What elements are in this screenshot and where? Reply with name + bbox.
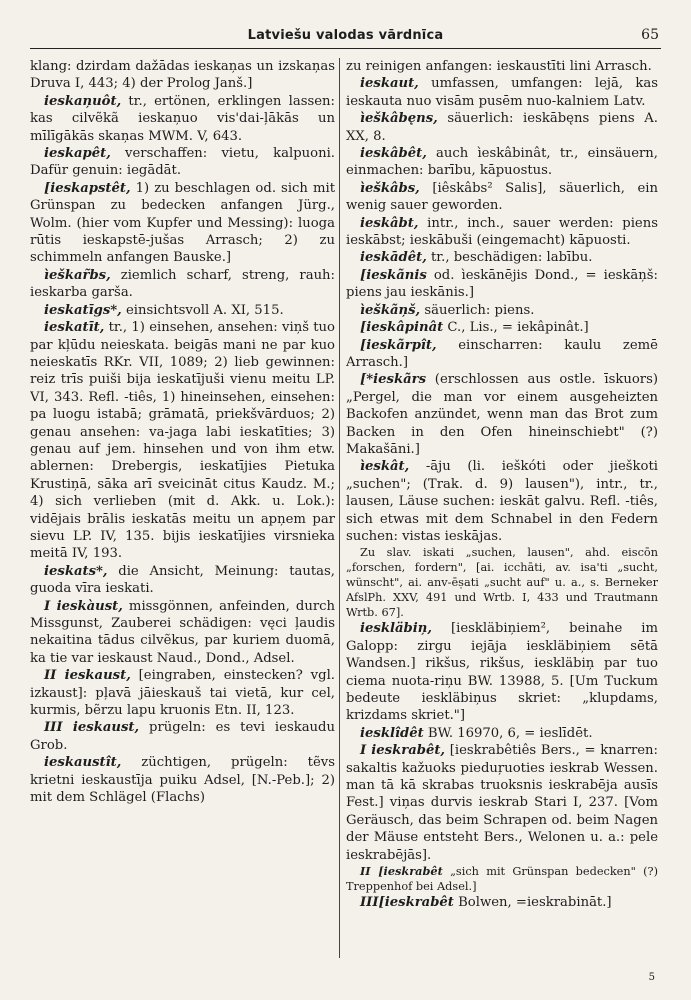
dictionary-entry <box>30 319 335 563</box>
entry-text: [eingraben, einstecken? vgl. izkaust]: pļavā jāieskauš tai vietā, kur cel, kurmis, bẽrzu lapu kruonis Etn. II, 123. <box>30 668 335 719</box>
dictionary-entry <box>346 249 658 266</box>
dictionary-entry <box>346 110 658 145</box>
entry-text: tr., ertönen, erklingen lassen: kas cilvẽkã ieskaņuo vis'dai-ļākās un mīlīgākās skaņas MWM. V, 643. <box>30 93 335 144</box>
entry-headword: I ieskrabêt, <box>360 743 446 759</box>
entry-text: klang: dzirdam dažādas ieskaņas un izskaņas Druva I, 443; 4) der Prolog Janš.] <box>30 59 335 92</box>
dictionary-entry <box>30 145 335 180</box>
dictionary-entry <box>30 58 335 93</box>
dictionary-entry <box>30 563 335 598</box>
entry-text: Bolwen, =ieskrabināt.] <box>453 895 612 911</box>
dictionary-entry <box>346 742 658 864</box>
entry-headword: ìeškâbs, <box>360 180 420 196</box>
entry-headword: ieskâbt, <box>360 215 419 231</box>
entry-headword: [ieskapstêt, <box>44 180 131 196</box>
dictionary-entry <box>30 267 335 302</box>
page-title: Latviešu valodas vārdnīca <box>247 28 444 43</box>
header-rule <box>30 48 661 49</box>
dictionary-entry <box>346 894 658 911</box>
entry-headword: I ieskàust, <box>44 598 123 614</box>
entry-text: die Ansicht, Meinung: tautas, guoda vīra ieskati. <box>30 563 335 597</box>
entry-text: od. ìeskānējis Dond., = ieskāņš: piens jau ieskānis.] <box>346 267 658 301</box>
entry-headword: III[ieskrabêt <box>360 895 454 911</box>
entry-headword: [ieskãnis <box>360 267 427 283</box>
entry-headword: II ieskaust, <box>44 668 131 684</box>
dictionary-entry <box>346 620 658 724</box>
entry-text: Zu slav. iskati „suchen, lausen", ahd. eiscōn „forschen, fordern", [ai. icchāti, av. isa'ti „sucht, wünscht", ai. anv-ēṣati „sucht auf" u. a., s. Berneker AfslPh. XXV, 491 und Wrtb. I, 433 und Trautmann Wrtb. 67]. <box>346 546 658 620</box>
page-number: 65 <box>641 27 659 43</box>
dictionary-entry <box>30 719 335 754</box>
dictionary-entry <box>346 75 658 110</box>
dictionary-entry <box>346 145 658 180</box>
dictionary-entry <box>346 545 658 620</box>
entry-text: [ieskläbiņiem², beinahe im Galopp: zirgu iejāja ieskläbiņiem sētā Wandsen.] rikšus, rikšus, ieskläbiņ par tuo ciema nuota-riņu BW. 13988, 5. [Um Tuckum bedeute ieskläbiņus skriet: „klupdams, krizdams skriet."] <box>346 621 658 724</box>
entry-headword: ieskapêt, <box>44 146 111 162</box>
entry-text: tr., beschädigen: labību. <box>426 250 593 266</box>
entry-text: züchtigen, prügeln: tẽvs krietni ieskaustīja puiku Adsel, [N.-Peb.]; 2) mit dem Schlägel (Flachs) <box>30 755 335 806</box>
entry-text: einsichtsvoll A. XI, 515. <box>121 302 284 318</box>
entry-headword: ieskläbiņ, <box>360 621 432 637</box>
entry-text: umfassen, umfangen: lejā, kas ieskauta nuo visām pusēm nuo-kalniem Latv. <box>346 76 658 109</box>
entry-headword: ieskatīt, <box>44 320 105 336</box>
entry-headword: II [ieskrabêt <box>360 864 443 879</box>
entry-text: BW. 16970, 6, = ieslīdēt. <box>423 725 593 741</box>
entry-headword: ieskādêt, <box>360 250 427 266</box>
dictionary-entry <box>346 302 658 319</box>
entry-text: 1) zu beschlagen od. sich mit Grünspan zu bedecken anfangen Jürg., Wolm. (hier vom Kupfer und Messing): luoga rūtis ieskapstē-jušas Arrasch; 2) zu schimmeln anfangen Bauske.] <box>30 180 335 266</box>
entry-text: auch ìeskâbinât, tr., einsäuern, einmachen: barību, kāpuostus. <box>346 146 658 179</box>
entry-text: „sich mit Grünspan bedecken" (?) Treppenhof bei Adsel.] <box>346 865 658 894</box>
entry-text: C., Lis., = iekâpinât.] <box>443 320 589 336</box>
entry-text: [ieskrabêtiês Bers., = knarren: sakaltis kažuoks pieduŗuoties ieskrab Wessen. man tā kā skrabas truoksnis ieskrabēja ausīs Fest.] viņas durvis ieskrab Stari I, 237. [Vom Geräusch, das beim Schrapen od. beim Nagen der Mäuse entsteht Bers., Welonen u. a.: pele ieskrabējās]. <box>346 743 658 863</box>
entry-text: zu reinigen anfangen: ieskaustīti lini Arrasch. <box>346 59 652 74</box>
entry-text: tr., 1) einsehen, ansehen: viņš tuo par kļūdu neieskata. beigās mani ne par kuo neieskatīs RKr. VII, 1089; 2) lieb gewinnen: reiz trīs puiši bija ieskatījuši vienu meitu LP. VI, 343. Refl. -tiês, 1) hineinsehen, einsehen: pa luogu istabā; grāmatā, priekšvārduos; 2) genau ansehen: va-jaga labi ieskatīties; 3) genau auf jem. hinsehen und von ihm etw. ablernen: Drebergis, ieskatījies Pietuka Krustiņā, sāka arī sveicināt citus Kaudz. M.; 4) sich verlieben (mit d. Akk. u. Lok.): vidējais brālis ieskatās meitu un apņem par sievu LP. IV, 135. bijis ieskatījies virsnieka meitā IV, 193. <box>30 320 335 562</box>
entry-text: einscharren: kaulu zemē Arrasch.] <box>346 337 658 370</box>
entry-headword: III ieskaust, <box>44 720 140 736</box>
dictionary-entry <box>346 371 658 458</box>
entry-text: [iêskâbs² Salis], säuerlich, ein wenig sauer geworden. <box>346 180 658 214</box>
entry-headword: [ieskãrpît, <box>360 337 437 353</box>
dictionary-entry <box>30 667 335 719</box>
entry-headword: ieskats*, <box>44 563 108 579</box>
entry-text: missgönnen, anfeinden, durch Missgunst, Zauberei schädigen: vęci ļaudis nekaitina tādus cilvẽkus, par kuriem duomā, ka tie var ieskaust Naud., Dond., Adsel. <box>30 598 335 666</box>
entry-headword: ieskaustît, <box>44 755 122 771</box>
dictionary-entry <box>346 864 658 894</box>
dictionary-entry <box>30 93 335 145</box>
column-divider <box>339 58 340 958</box>
right-column <box>346 58 658 963</box>
entry-text: säuerlich: ieskābęns piens A. XX, 8. <box>346 111 658 144</box>
dictionary-entry <box>346 337 658 372</box>
entry-headword: ìeškâbęns, <box>360 111 438 127</box>
entry-headword: ieskâbêt, <box>360 146 427 162</box>
dictionary-entry <box>30 754 335 806</box>
entry-headword: [*ieskãrs <box>360 372 427 388</box>
dictionary-entry <box>30 302 335 319</box>
entry-text: prügeln: es tevi ieskaudu Grob. <box>30 720 335 753</box>
entry-headword: ieskaņuôt, <box>44 93 122 109</box>
entry-text: (erschlossen aus ostle. īskuors) „Pergel, die man vor einem ausgeheizten Backofen anzündet, wenn man das Brot zum Backen in den Ofen hineinschiebt" (?) Makašāni.] <box>346 372 658 457</box>
dictionary-entry <box>346 319 658 336</box>
entry-text: säuerlich: piens. <box>420 302 535 318</box>
entry-headword: iesklîdêt <box>360 725 424 741</box>
entry-text: -āju (li. ieškóti oder jieškoti „suchen"; (Trak. d. 9) lausen"), intr., tr., lausen, Läuse suchen: ieskāt galvu. Refl. -tiês, sich etwas mit dem Schnabel in den Federn suchen: vistas ieskājas. <box>346 459 658 544</box>
dictionary-entry <box>346 725 658 742</box>
entry-text: ziemlich scharf, streng, rauh: ieskarba garša. <box>30 267 335 301</box>
entry-headword: ìeskât, <box>360 459 410 475</box>
dictionary-entry <box>346 58 658 75</box>
dictionary-entry <box>30 180 335 267</box>
dictionary-entry <box>346 458 658 545</box>
entry-headword: ieskatīgs*, <box>44 302 122 318</box>
entry-text: verschaffen: vietu, kalpuoni. Dafür genuin: iegādāt. <box>30 146 335 179</box>
dictionary-entry <box>346 215 658 250</box>
dictionary-entry <box>346 267 658 302</box>
entry-headword: ìeškãņš, <box>360 302 421 318</box>
entry-text: intr., inch., sauer werden: piens ieskābst; ieskābuši (eingemacht) kāpuosti. <box>346 215 658 249</box>
entry-headword: ieskaut, <box>360 76 419 92</box>
entry-headword: ìeškar̃bs, <box>44 267 111 283</box>
dictionary-entry <box>346 180 658 215</box>
dictionary-entry <box>30 598 335 668</box>
printer-signature: 5 <box>648 972 655 983</box>
entry-headword: [ieskâpinât <box>360 320 444 336</box>
left-column <box>30 58 335 963</box>
